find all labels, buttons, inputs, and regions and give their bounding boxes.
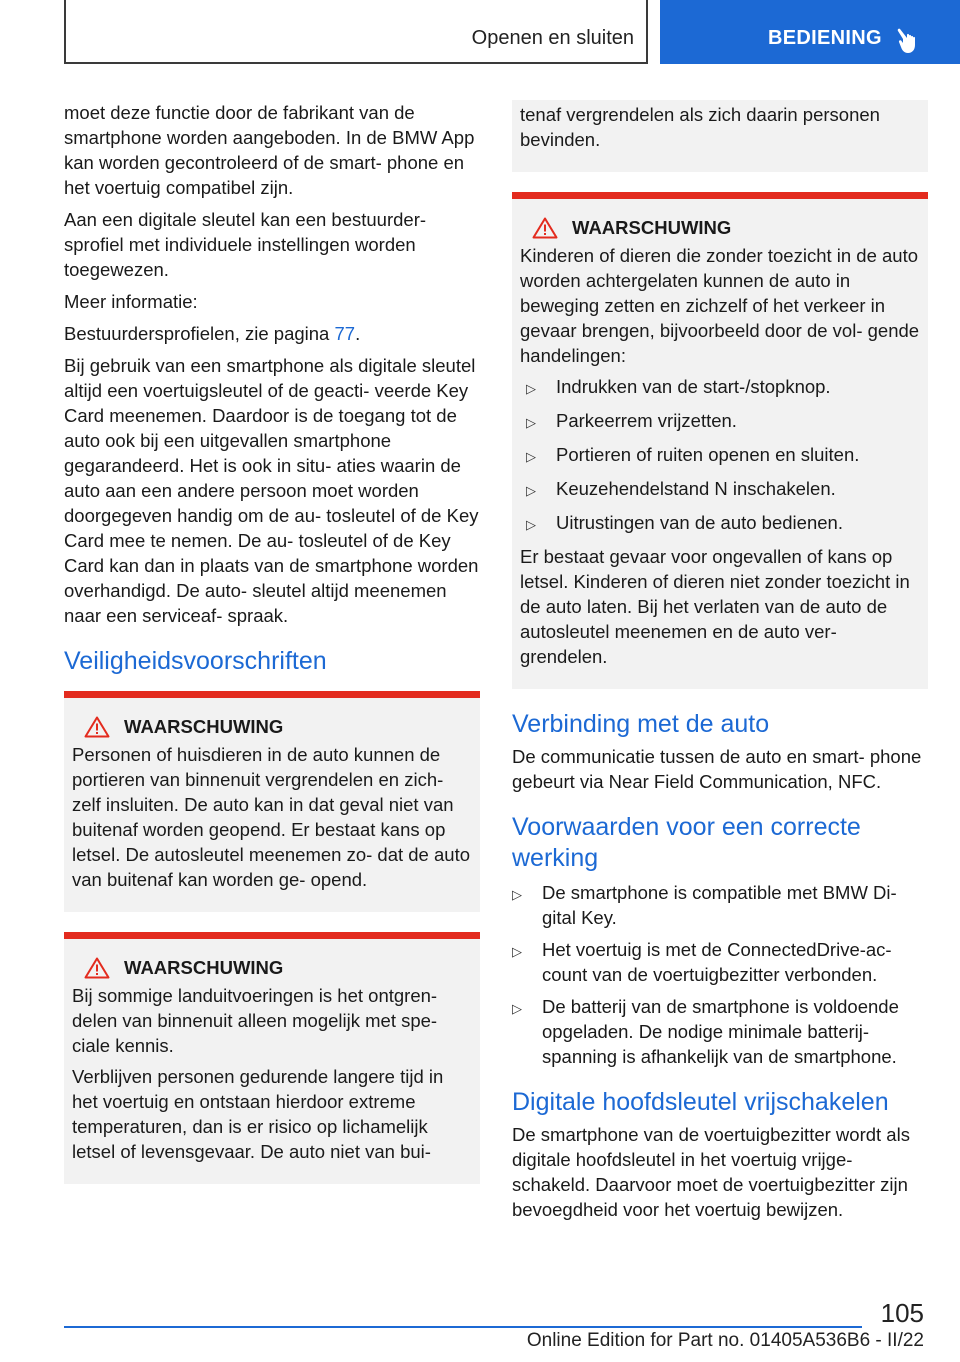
reference-end: . — [355, 323, 361, 344]
warning-text: Kinderen of dieren die zonder toezicht in de auto worden achtergelaten kunnen de auto in beweging zetten en zichzelf of het verkeer in gevaar brengen, bijvoorbeeld door de vol‐ gende handelingen: — [520, 245, 920, 366]
paragraph: De communicatie tussen de auto en smart‐ phone gebeurt via Near Field Communication, NFC. — [512, 746, 922, 792]
warning-text: Er bestaat gevaar voor ongevallen of kans op letsel. Kinderen of dieren niet zonder toezicht in de auto laten. Bij het verlaten van de auto de autosleutel meenemen en de auto ver‐ grendelen. — [520, 546, 910, 667]
left-column — [64, 100, 480, 1184]
reference-text: Bestuurdersprofielen, zie pagina — [64, 323, 335, 344]
triangle-bullet-icon: ▷ — [526, 517, 536, 532]
warning-header — [520, 217, 920, 239]
warning-list — [520, 374, 920, 537]
list-item: ▷ Parkeerrem vrijzetten. — [520, 408, 920, 435]
triangle-bullet-icon: ▷ — [526, 415, 536, 430]
list-item: ▷ De smartphone is compatible met BMW Di‐ gital Key. — [512, 882, 897, 928]
warning-header — [72, 716, 472, 738]
chapter-title: BEDIENING — [768, 27, 882, 49]
section-title: Openen en sluiten — [471, 27, 634, 49]
paragraph: Bij gebruik van een smartphone als digitale sleutel altijd een voertuigsleutel of de geacti‐ veerde Key Card meenemen. Daardoor is de toegang tot de auto ook bij een uitgevallen smartphone gegarandeerd. Het is ook in situ‐ aties waarin de auto aan een andere persoon moet worden doorgegeven handig om de au‐ tosleutel of de Key Card mee te nemen. De au‐ tosleutel of de Key Card kan dan in plaats van de smartphone worden overhandigd. De auto‐ sleutel altijd meenemen naar een serviceaf‐ spraak. — [64, 355, 479, 626]
list-item: ▷ Het voertuig is met de ConnectedDrive-ac‐ count van de voertuigbezitter verbonden. — [512, 939, 892, 985]
list-item: ▷ Portieren of ruiten openen en sluiten. — [520, 442, 920, 469]
page-link[interactable]: 77 — [334, 323, 356, 344]
section-heading: Digitale hoofdsleutel vrijschakelen — [512, 1088, 889, 1116]
header-section-tab — [64, 0, 648, 64]
conditions-list — [512, 880, 928, 1069]
warning-triangle-icon — [84, 716, 110, 738]
footer-divider — [64, 1326, 862, 1328]
warning-box — [64, 691, 480, 912]
footer-edition: Online Edition for Part no. 01405A536B6 - II/22 — [526, 1330, 924, 1351]
warning-triangle-icon — [84, 957, 110, 979]
section-heading: Voorwaarden voor een correcte werking — [512, 813, 861, 872]
triangle-bullet-icon: ▷ — [512, 944, 522, 959]
warning-header — [72, 957, 472, 979]
warning-box — [512, 192, 928, 689]
page-number: 105 — [880, 1298, 924, 1328]
header-chapter-tab — [660, 0, 960, 64]
warning-text: Personen of huisdieren in de auto kunnen de portieren van binnenuit vergrendelen en zich‐ zelf insluiten. De auto kan in dat geval niet van buitenaf worden geopend. Er bestaat kans op letsel. De autosleutel meenemen zo‐ dat de auto van buitenaf kan worden ge‐ opend. — [72, 744, 470, 890]
list-item: ▷ Indrukken van de start-/stopknop. — [520, 374, 920, 401]
triangle-bullet-icon: ▷ — [526, 449, 536, 464]
hand-pointer-icon — [896, 26, 922, 54]
paragraph: Aan een digitale sleutel kan een bestuurder‐ sprofiel met individuele instellingen worden toegewezen. — [64, 209, 427, 280]
triangle-bullet-icon: ▷ — [526, 381, 536, 396]
warning-box-continued — [512, 100, 928, 172]
triangle-bullet-icon: ▷ — [512, 1001, 522, 1016]
warning-triangle-icon — [532, 217, 558, 239]
triangle-bullet-icon: ▷ — [526, 483, 536, 498]
warning-box — [64, 932, 480, 1184]
paragraph: moet deze functie door de fabrikant van de smartphone worden aangeboden. In de BMW App kan worden gecontroleerd of de smart‐ phone en het voertuig compatibel zijn. — [64, 102, 475, 198]
list-item: ▷ De batterij van de smartphone is voldoende opgeladen. De nodige minimale batterij‐ spanning is afhankelijk van de smartphone. — [512, 996, 899, 1067]
warning-title: WAARSCHUWING — [124, 957, 284, 978]
section-heading: Veiligheidsvoorschriften — [64, 647, 327, 675]
right-column — [512, 100, 928, 1229]
warning-text: tenaf vergrendelen als zich daarin personen bevinden. — [520, 104, 880, 150]
warning-title: WAARSCHUWING — [572, 217, 732, 238]
section-heading: Verbinding met de auto — [512, 710, 770, 738]
list-item: ▷ Keuzehendelstand N inschakelen. — [520, 476, 920, 503]
paragraph: De smartphone van de voertuigbezitter wordt als digitale hoofdsleutel in het voertuig vrijge‐ schakeld. Daarvoor moet de voertuigbezitter zijn bevoegdheid voor het voertuig bewijzen. — [512, 1124, 910, 1220]
warning-title: WAARSCHUWING — [124, 716, 284, 737]
paragraph-reference — [64, 321, 480, 346]
warning-text: Bij sommige landuitvoeringen is het ontgren‐ delen van binnenuit alleen mogelijk met spe‐ ciale kennis. — [72, 985, 438, 1056]
triangle-bullet-icon: ▷ — [512, 887, 522, 902]
paragraph: Meer informatie: — [64, 291, 198, 312]
list-item: ▷ Uitrustingen van de auto bedienen. — [520, 510, 920, 537]
warning-text: Verblijven personen gedurende langere tijd in het voertuig en ontstaan hierdoor extreme temperaturen, dan is er risico op lichamelijk letsel of levensgevaar. De auto niet van bui‐ — [72, 1066, 444, 1162]
